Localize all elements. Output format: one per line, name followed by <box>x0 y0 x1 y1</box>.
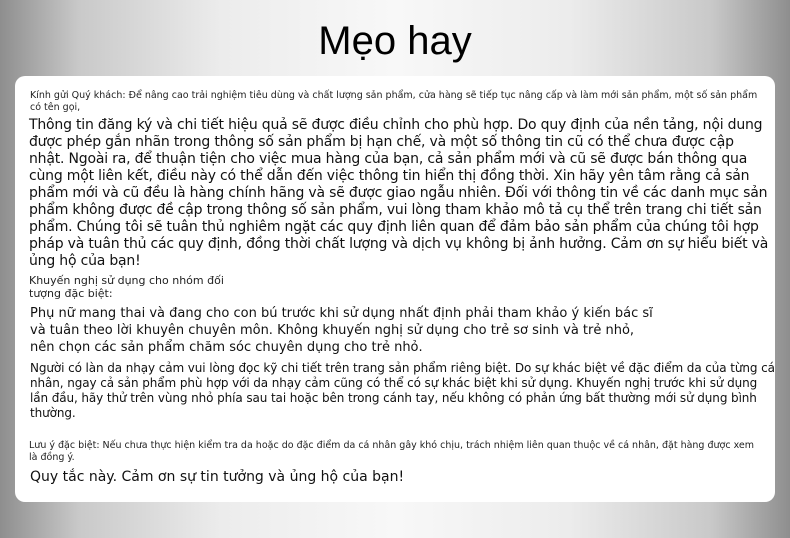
special-groups-heading: Khuyến nghị sử dụng cho nhóm đối tượng đặc biệt: <box>29 274 224 300</box>
intro-text: Kính gửi Quý khách: Để nâng cao trải nghiệm tiêu dùng và chất lượng sản phẩm, cửa hàng sẽ tiếp tục nâng cấp và làm mới sản phẩm, một số sản phẩm có tên gọi, <box>30 90 758 113</box>
special-note: Lưu ý đặc biệt: Nếu chưa thực hiện kiểm tra da hoặc do đặc điểm da cá nhân gây khó chịu, trách nhiệm liên quan thuộc về cá nhân, đặt hàng được xem là đồng ý. <box>29 440 755 463</box>
closing-text: Quy tắc này. Cảm ơn sự tin tưởng và ủng hộ của bạn! <box>30 469 405 485</box>
pregnancy-paragraph: Phụ nữ mang thai và đang cho con bú trước khi sử dụng nhất định phải tham khảo ý kiến bác sĩ và tuân theo lời khuyên chuyên môn. Không khuyến nghị sử dụng cho trẻ sơ sinh và trẻ nhỏ, nên chọn các sản phẩm chăm sóc chuyên dụng cho trẻ nhỏ. <box>30 306 653 355</box>
sensitive-skin-paragraph: Người có làn da nhạy cảm vui lòng đọc kỹ chi tiết trên trang sản phẩm riêng biệt. Do sự khác biệt về đặc điểm da của từng cá nhân, ngay cả sản phẩm phù hợp với da nhạy cảm cũng có thể có sự khác biệt khi sử dụng. Khuyến nghị trước khi sử dụng lần đầu, hãy thử trên vùng nhỏ phía sau tai hoặc bên trong cánh tay, nếu không có phản ứng bất thường mới sử dụng bình thường. <box>30 361 775 420</box>
page-title: Mẹo hay <box>318 19 472 63</box>
notice-card <box>15 76 775 502</box>
main-paragraph: Thông tin đăng ký và chi tiết hiệu quả sẽ được điều chỉnh cho phù hợp. Do quy định của nền tảng, nội dung được phép gắn nhãn trong thông số sản phẩm bị hạn chế, và một số thông tin cũ có thể chưa được cập nhật. Ngoài ra, để thuận tiện cho việc mua hàng của bạn, cả sản phẩm mới và cũ sẽ được bán thông qua cùng một liên kết, điều này có thể dẫn đến việc thông tin hiển thị đồng thời. Xin hãy yên tâm rằng cả sản phẩm mới và cũ đều là hàng chính hãng và sẽ được giao ngẫu nhiên. Đối với thông tin về các danh mục sản phẩm không được đề cập trong thông số sản phẩm, vui lòng tham khảo mô tả cụ thể trên trang chi tiết sản phẩm. Chúng tôi sẽ tuân thủ nghiêm ngặt các quy định liên quan để đảm bảo sản phẩm của chúng tôi hợp pháp và tuân thủ các quy định, đồng thời chất lượng và dịch vụ không bị ảnh hưởng. Cảm ơn sự hiểu biết và ủng hộ của bạn! <box>29 117 769 269</box>
